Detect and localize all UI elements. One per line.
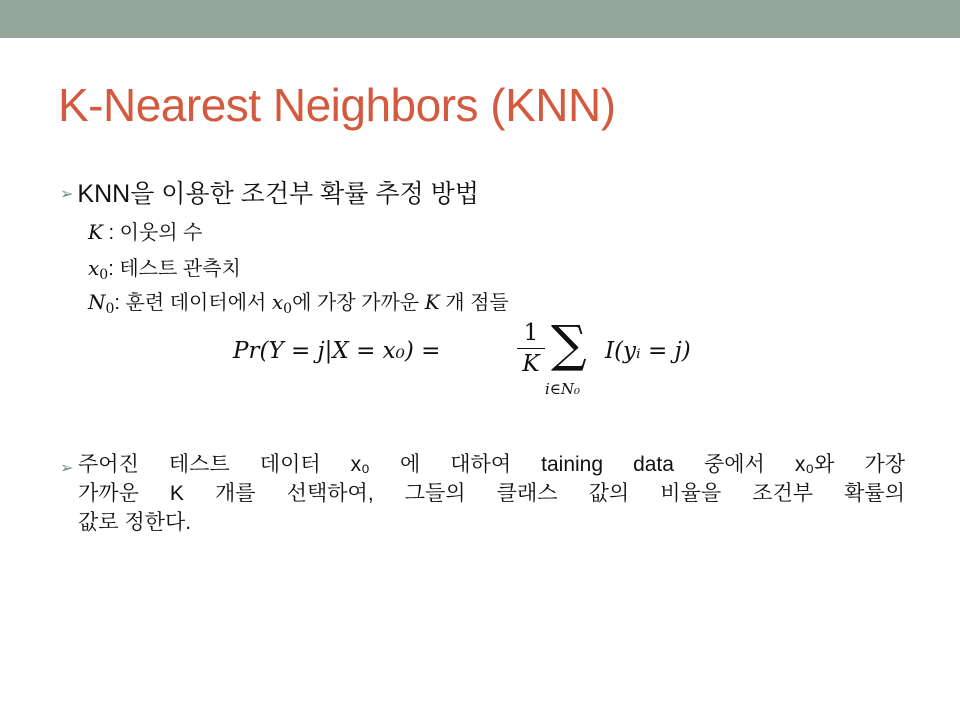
- fraction-denominator: K: [522, 351, 540, 377]
- arrow-bullet-icon: ➢: [60, 460, 74, 477]
- summation-subscript: i∈N₀: [545, 380, 581, 398]
- formula-fraction: [513, 318, 549, 379]
- description-line-2: 가까운 K 개를 선택하여, 그들의 클래스 값의 비율을 조건부 확률의: [78, 482, 905, 505]
- knn-probability-formula: [233, 315, 733, 408]
- arrow-bullet-icon: ➢: [60, 186, 74, 203]
- bullet-text: KNN을 이용한 조건부 확률 추정 방법: [77, 180, 479, 208]
- sub-item-x0: $x_0$: 테스트 관측치: [88, 256, 241, 284]
- sub-item-k: K : 이웃의 수: [88, 220, 203, 244]
- description-line-1: 주어진 테스트 데이터 x₀ 에 대하여 taining data 중에서 x₀와 가장: [78, 453, 905, 476]
- formula-right: I(yᵢ = j): [605, 338, 691, 364]
- formula-left: Pr(Y = j|X = x₀) =: [233, 338, 441, 364]
- sub-item-n0: $N_0$: 훈련 데이터에서 $x_0$에 가장 가까운 K 개 점들: [88, 290, 509, 318]
- top-bar: [0, 0, 960, 38]
- bullet-knn-description: [60, 450, 905, 537]
- slide-title: K-Nearest Neighbors (KNN): [58, 79, 616, 131]
- description-line-3: 값로 정한다.: [78, 511, 192, 534]
- summation-symbol: ∑: [551, 315, 587, 373]
- fraction-numerator: 1: [523, 320, 539, 346]
- bullet-knn-method: [60, 174, 479, 210]
